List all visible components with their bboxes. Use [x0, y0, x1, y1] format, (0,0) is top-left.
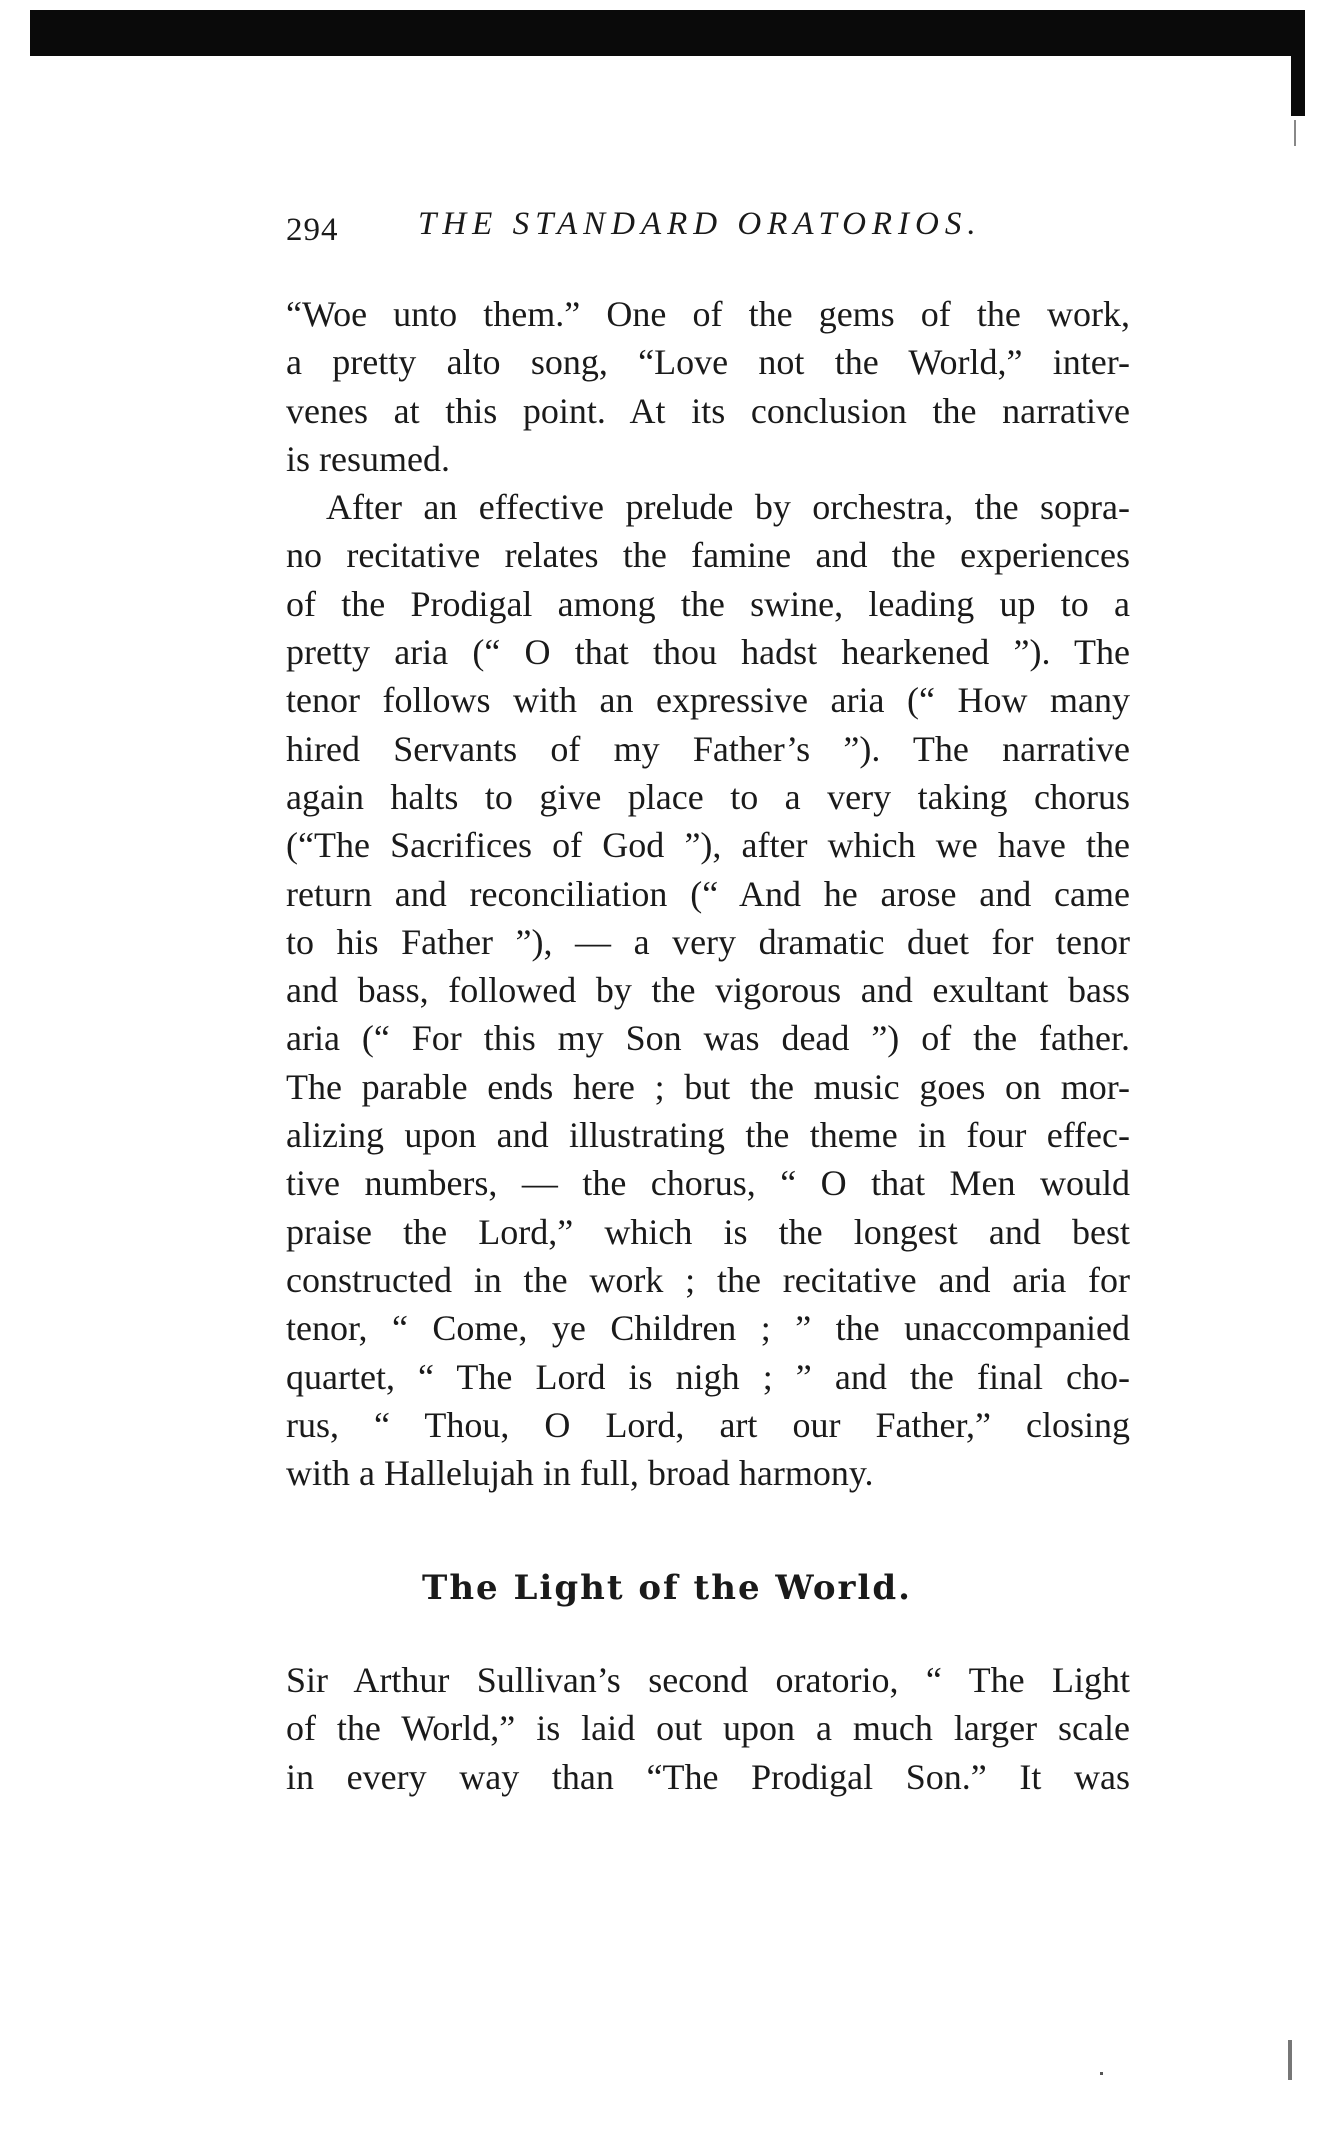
text-line: and bass, followed by the vigorous and exultant bass — [286, 970, 1130, 1011]
text-line: in every way than “The Prodigal Son.” It was — [286, 1756, 1130, 1797]
text-line: of the World,” is laid out upon a much larger scale — [286, 1708, 1130, 1749]
scan-top-bar — [30, 10, 1305, 56]
text-line: praise the Lord,” which is the longest and best — [286, 1211, 1130, 1252]
scan-edge-mark — [1294, 120, 1296, 146]
text-line: alizing upon and illustrating the theme in four effec- — [286, 1115, 1130, 1156]
text-line: Sir Arthur Sullivan’s second oratorio, “ The Light — [286, 1660, 1130, 1700]
text-line: to his Father ”), — a very dramatic duet for tenor — [286, 921, 1130, 962]
text-line: constructed in the work ; the recitative and aria for — [286, 1259, 1130, 1300]
text-line: is resumed. — [286, 438, 450, 479]
text-line: quartet, “ The Lord is nigh ; ” and the final cho- — [286, 1356, 1130, 1397]
paragraph — [286, 483, 1130, 1497]
text-line: The parable ends here ; but the music goes on mor- — [286, 1066, 1130, 1107]
text-line: venes at this point. At its conclusion the narrative — [286, 390, 1130, 431]
body-text — [286, 290, 1130, 1497]
section-heading: The Light of the World. — [422, 1568, 912, 1608]
running-title: THE STANDARD ORATORIOS. — [418, 206, 982, 242]
text-line: hired Servants of my Father’s ”). The narrative — [286, 728, 1130, 769]
text-line: tive numbers, — the chorus, “ O that Men would — [286, 1163, 1130, 1204]
text-line: tenor follows with an expressive aria (“ How many — [286, 680, 1130, 721]
paragraph — [286, 1656, 1130, 1801]
text-line: a pretty alto song, “Love not the World,” inter- — [286, 342, 1130, 383]
page-header — [286, 206, 1126, 262]
section-body-text — [286, 1656, 1130, 1801]
text-line: of the Prodigal among the swine, leading up to a — [286, 583, 1130, 624]
paragraph — [286, 290, 1130, 483]
text-line: with a Hallelujah in full, broad harmony. — [286, 1453, 874, 1494]
text-line: (“The Sacrifices of God ”), after which we have the — [286, 825, 1130, 866]
text-line: no recitative relates the famine and the experiences — [286, 535, 1130, 576]
text-line: rus, “ Thou, O Lord, art our Father,” closing — [286, 1404, 1130, 1445]
text-line: tenor, “ Come, ye Children ; ” the unaccompanied — [286, 1308, 1130, 1349]
text-line: return and reconciliation (“ And he arose and came — [286, 873, 1130, 914]
text-line: After an effective prelude by orchestra, the sopra- — [326, 487, 1130, 528]
scan-edge-mark-bottom — [1288, 2040, 1292, 2080]
scan-top-bar-edge — [1291, 46, 1305, 116]
text-line: again halts to give place to a very taking chorus — [286, 776, 1130, 817]
text-line: aria (“ For this my Son was dead ”) of the father. — [286, 1018, 1130, 1059]
text-line: “Woe unto them.” One of the gems of the work, — [286, 294, 1130, 334]
page-number: 294 — [286, 212, 339, 248]
text-line: pretty aria (“ O that thou hadst hearkened ”). The — [286, 632, 1130, 673]
scan-speck — [1100, 2072, 1103, 2075]
